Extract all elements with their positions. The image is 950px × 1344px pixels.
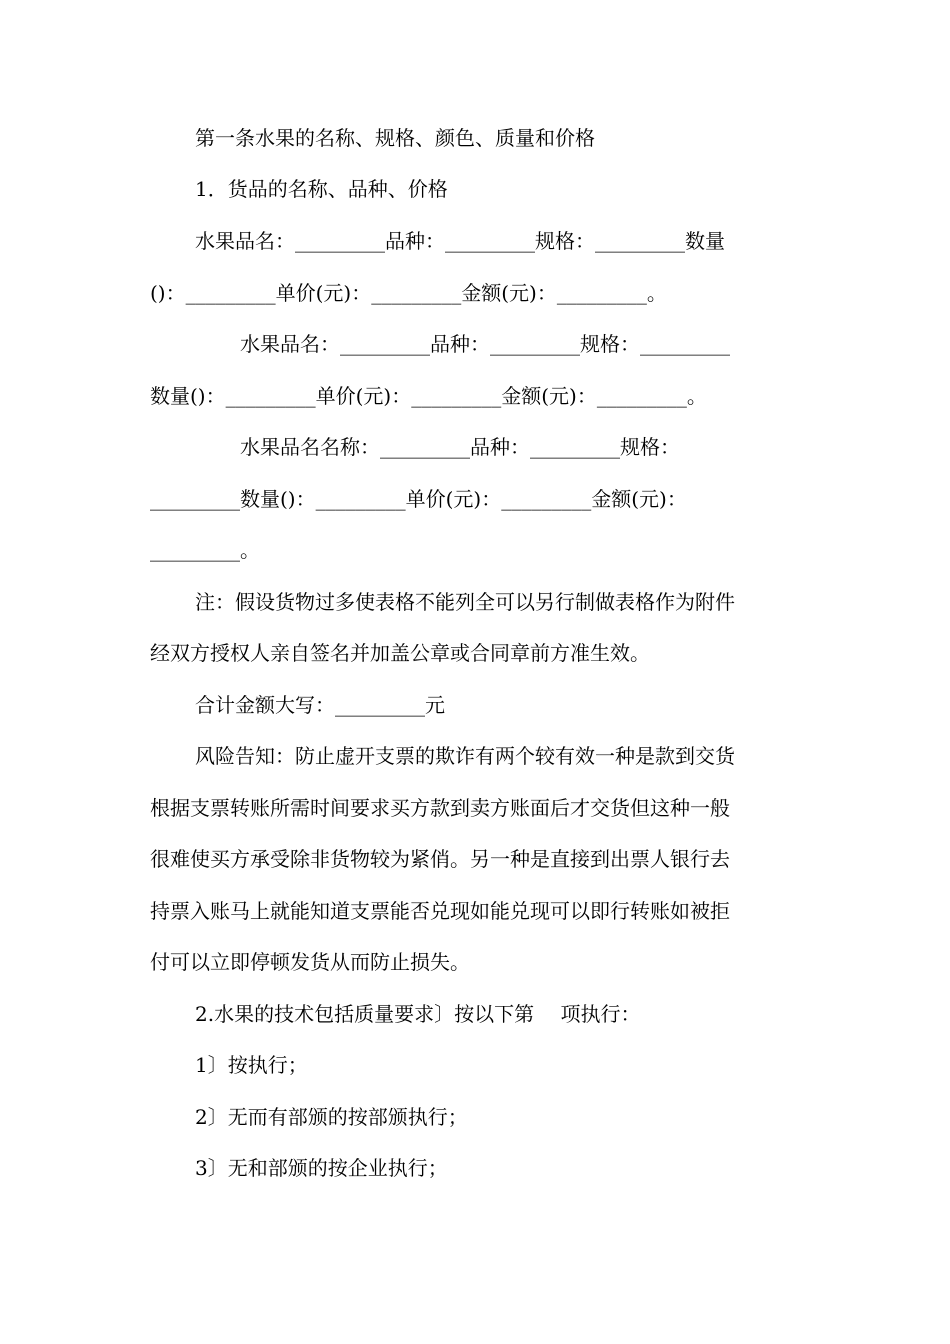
item-1-line-1: 水果品名：_________品种：_________规格：_________数量 <box>195 229 725 253</box>
standard-option-2: 2〕无而有部颁的按部颁执行； <box>195 1105 468 1129</box>
article-heading: 第一条水果的名称、规格、颜色、质量和价格 <box>195 126 595 150</box>
item-3-line-2: _________数量()：_________单价(元)：_________金额(元)： <box>150 487 687 511</box>
standard-option-1: 1〕按执行； <box>195 1053 308 1077</box>
total-amount-line: 合计金额大写：_________元 <box>195 693 445 717</box>
item-2-line-1: 水果品名：_________品种：_________规格：_________ <box>240 332 730 356</box>
risk-notice-line-4: 持票入账马上就能知道支票能否兑现如能兑现可以即行转账如被拒 <box>150 899 730 923</box>
item-1-line-2: ()：_________单价(元)：_________金额(元)：_________。 <box>150 281 667 305</box>
risk-notice-line-1: 风险告知：防止虚开支票的欺诈有两个较有效一种是款到交货 <box>195 744 735 768</box>
standard-option-3: 3〕无和部颁的按企业执行； <box>195 1156 448 1180</box>
note-line-1: 注：假设货物过多使表格不能列全可以另行制做表格作为附件 <box>195 590 735 614</box>
section-heading: 1．货品的名称、品种、价格 <box>195 177 448 201</box>
quality-standard-heading: 2.水果的技术包括质量要求〕按以下第 项执行： <box>195 1002 641 1026</box>
risk-notice-line-5: 付可以立即停顿发货从而防止损失。 <box>150 950 470 974</box>
item-3-line-3: _________。 <box>150 538 260 562</box>
risk-notice-line-3: 很难使买方承受除非货物较为紧俏。另一种是直接到出票人银行去 <box>150 847 730 871</box>
note-line-2: 经双方授权人亲自签名并加盖公章或合同章前方准生效。 <box>150 641 650 665</box>
item-2-line-2: 数量()：_________单价(元)：_________金额(元)：_________。 <box>150 384 707 408</box>
risk-notice-line-2: 根据支票转账所需时间要求买方款到卖方账面后才交货但这种一般 <box>150 796 730 820</box>
item-3-line-1: 水果品名名称：_________品种：_________规格： <box>240 435 680 459</box>
